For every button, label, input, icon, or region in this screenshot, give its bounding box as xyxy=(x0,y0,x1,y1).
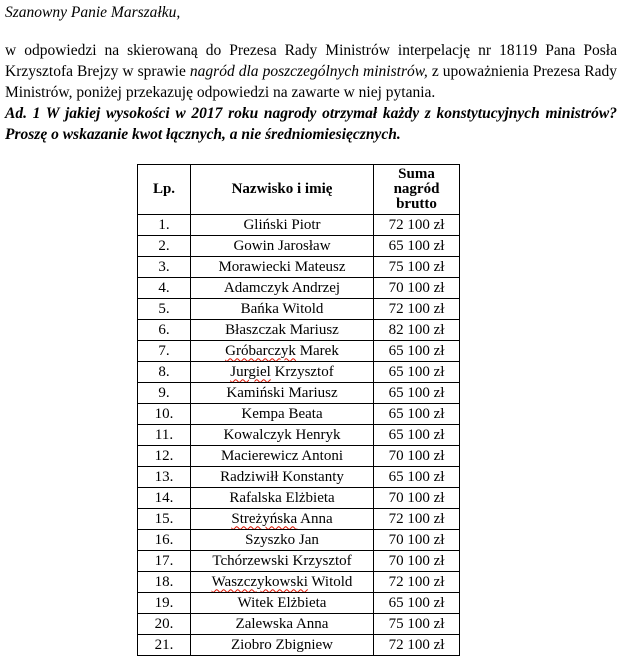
table-row xyxy=(138,299,460,320)
minister-name-cell: Szyszko Jan xyxy=(191,530,374,551)
minister-name-cell: Witek Elżbieta xyxy=(191,593,374,614)
minister-name-cell: Zalewska Anna xyxy=(191,614,374,635)
award-amount-cell: 75 100 zł xyxy=(374,614,460,635)
row-index-cell: 2. xyxy=(138,236,191,257)
row-index-cell: 20. xyxy=(138,614,191,635)
row-index-cell: 11. xyxy=(138,425,191,446)
minister-name-cell: Gliński Piotr xyxy=(191,215,374,236)
row-index-cell: 13. xyxy=(138,467,191,488)
award-amount-cell: 75 100 zł xyxy=(374,257,460,278)
row-index-cell: 10. xyxy=(138,404,191,425)
award-amount-cell: 70 100 zł xyxy=(374,488,460,509)
table-row xyxy=(138,467,460,488)
table-header-row xyxy=(138,165,460,215)
minister-name-cell: Kowalczyk Henryk xyxy=(191,425,374,446)
row-index-cell: 7. xyxy=(138,341,191,362)
table-row xyxy=(138,362,460,383)
minister-name-cell: Waszczykowski Witold xyxy=(191,572,374,593)
row-index-cell: 12. xyxy=(138,446,191,467)
award-amount-cell: 72 100 zł xyxy=(374,635,460,656)
table-row xyxy=(138,488,460,509)
col-header-lp: Lp. xyxy=(138,165,191,215)
table-row xyxy=(138,530,460,551)
row-index-cell: 1. xyxy=(138,215,191,236)
table-header xyxy=(138,165,460,215)
award-amount-cell: 65 100 zł xyxy=(374,593,460,614)
minister-name-cell: Macierewicz Antoni xyxy=(191,446,374,467)
intro-text-part2: z upoważnienia Prezesa Rady Ministrów, poniżej przekazuję odpowiedzi na zawarte w niej pytania. xyxy=(5,63,617,101)
award-amount-cell: 70 100 zł xyxy=(374,530,460,551)
row-index-cell: 3. xyxy=(138,257,191,278)
salutation: Szanowny Panie Marszałku, xyxy=(5,4,181,21)
table-row xyxy=(138,509,460,530)
table-row xyxy=(138,383,460,404)
minister-name-cell: Radziwiłł Konstanty xyxy=(191,467,374,488)
minister-name-cell: Kamiński Mariusz xyxy=(191,383,374,404)
table-row xyxy=(138,404,460,425)
award-amount-cell: 70 100 zł xyxy=(374,278,460,299)
minister-name-cell: Ziobro Zbigniew xyxy=(191,635,374,656)
spellcheck-underline: Streżyńska xyxy=(231,510,298,527)
table-row xyxy=(138,215,460,236)
row-index-cell: 9. xyxy=(138,383,191,404)
table-row xyxy=(138,320,460,341)
award-amount-cell: 72 100 zł xyxy=(374,299,460,320)
award-amount-cell: 65 100 zł xyxy=(374,341,460,362)
table-row xyxy=(138,572,460,593)
award-amount-cell: 65 100 zł xyxy=(374,383,460,404)
minister-name-cell: Bańka Witold xyxy=(191,299,374,320)
row-index-cell: 19. xyxy=(138,593,191,614)
row-index-cell: 8. xyxy=(138,362,191,383)
award-amount-cell: 70 100 zł xyxy=(374,551,460,572)
row-index-cell: 14. xyxy=(138,488,191,509)
minister-name-cell: Morawiecki Mateusz xyxy=(191,257,374,278)
col-header-name: Nazwisko i imię xyxy=(191,165,374,215)
table-row xyxy=(138,614,460,635)
award-amount-cell: 65 100 zł xyxy=(374,236,460,257)
minister-name-cell: Jurgiel Krzysztof xyxy=(191,362,374,383)
table-row xyxy=(138,257,460,278)
spellcheck-underline: Waszczykowski xyxy=(211,573,308,590)
row-index-cell: 5. xyxy=(138,299,191,320)
minister-name-cell: Rafalska Elżbieta xyxy=(191,488,374,509)
spellcheck-underline: Gróbarczyk xyxy=(225,342,296,359)
minister-name-cell: Błaszczak Mariusz xyxy=(191,320,374,341)
table-row xyxy=(138,635,460,656)
award-amount-cell: 72 100 zł xyxy=(374,572,460,593)
award-amount-cell: 65 100 zł xyxy=(374,362,460,383)
award-amount-cell: 70 100 zł xyxy=(374,446,460,467)
award-amount-cell: 65 100 zł xyxy=(374,425,460,446)
spellcheck-underline: Jurgiel xyxy=(230,363,271,380)
awards-table xyxy=(137,164,460,656)
minister-name-cell: Tchórzewski Krzysztof xyxy=(191,551,374,572)
intro-text-part1: w odpowiedzi na skierowaną do Prezesa Rady Ministrów interpelację nr 18119 Pana Posła Krzysztofa Brejzy w sprawie xyxy=(5,42,617,80)
row-index-cell: 16. xyxy=(138,530,191,551)
question-paragraph: Ad. 1 W jakiej wysokości w 2017 roku nagrody otrzymał każdy z konstytucyjnych ministrów? Proszę o wskazanie kwot łącznych, a nie średniomiesięcznych. xyxy=(5,105,617,143)
award-amount-cell: 65 100 zł xyxy=(374,467,460,488)
row-index-cell: 18. xyxy=(138,572,191,593)
table-row xyxy=(138,278,460,299)
col-header-sum: Suma nagród brutto xyxy=(374,165,460,215)
row-index-cell: 4. xyxy=(138,278,191,299)
table-row xyxy=(138,341,460,362)
minister-name-cell: Kempa Beata xyxy=(191,404,374,425)
row-index-cell: 21. xyxy=(138,635,191,656)
table-row xyxy=(138,236,460,257)
table-row xyxy=(138,425,460,446)
table-row xyxy=(138,446,460,467)
intro-paragraph xyxy=(5,40,617,103)
minister-name-cell: Gróbarczyk Marek xyxy=(191,341,374,362)
award-amount-cell: 72 100 zł xyxy=(374,215,460,236)
minister-name-cell: Gowin Jarosław xyxy=(191,236,374,257)
award-amount-cell: 72 100 zł xyxy=(374,509,460,530)
table-row xyxy=(138,551,460,572)
table-row xyxy=(138,593,460,614)
row-index-cell: 17. xyxy=(138,551,191,572)
row-index-cell: 15. xyxy=(138,509,191,530)
minister-name-cell: Streżyńska Anna xyxy=(191,509,374,530)
award-amount-cell: 65 100 zł xyxy=(374,404,460,425)
intro-text-italic: nagród dla poszczególnych ministrów, xyxy=(189,63,428,80)
minister-name-cell: Adamczyk Andrzej xyxy=(191,278,374,299)
award-amount-cell: 82 100 zł xyxy=(374,320,460,341)
row-index-cell: 6. xyxy=(138,320,191,341)
table-body xyxy=(138,215,460,656)
